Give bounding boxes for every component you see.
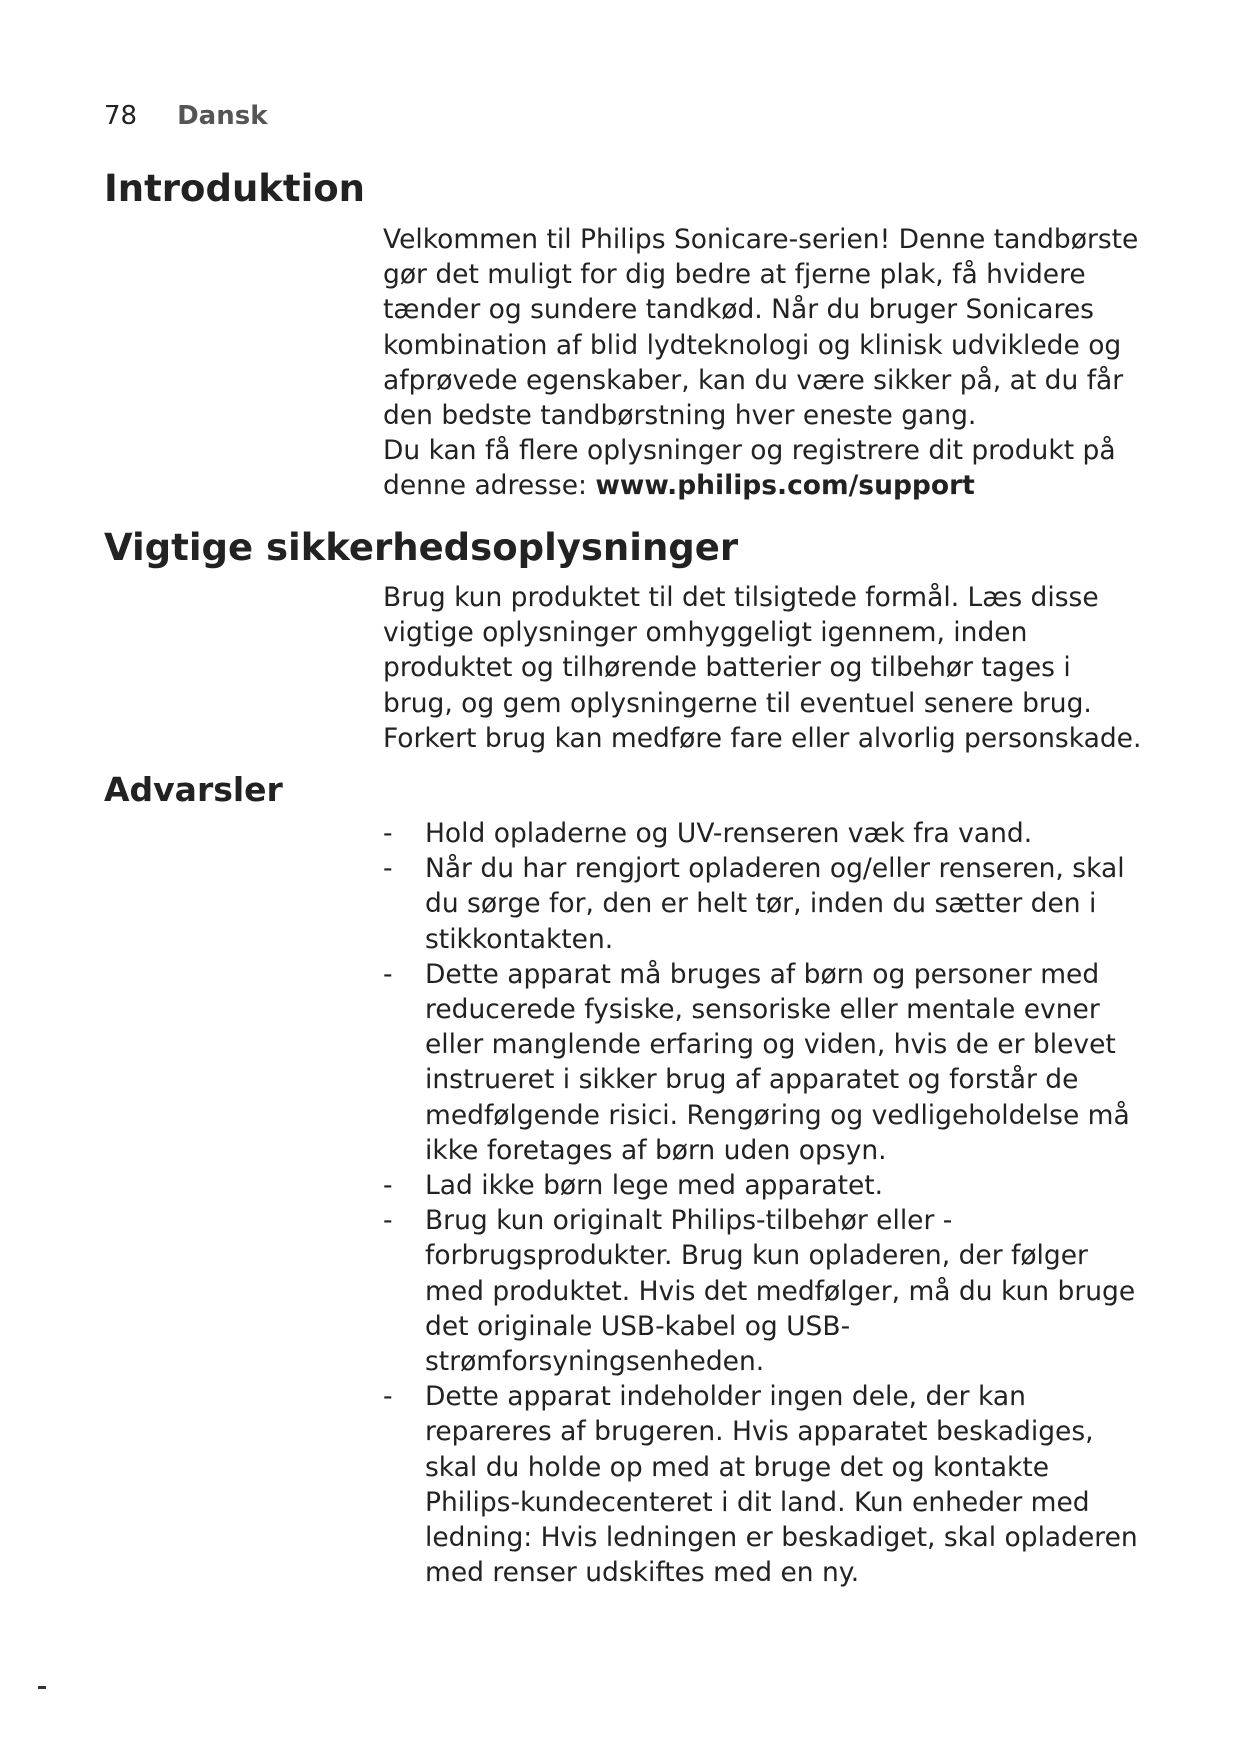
warning-item <box>383 1168 1143 1203</box>
warning-item <box>383 851 1143 957</box>
warning-text: Når du har rengjort opladeren og/eller renseren, skal du sørge for, den er helt tør, inden du sætter den i stikkontakten. <box>425 853 1125 955</box>
support-link[interactable]: www.philips.com/support <box>595 470 975 502</box>
warning-text: Hold opladerne og UV-renseren væk fra vand. <box>425 818 1033 849</box>
warning-text: Dette apparat må bruges af børn og personer med reducerede fysiske, sensoriske eller mentale evner eller manglende erfaring og viden, hvis de er blevet instrueret i sikker brug af apparatet og forstår de medfølgende risici. Rengøring og vedligeholdelse må ikke foretages af børn uden opsyn. <box>425 958 1130 1166</box>
warning-item <box>383 1379 1143 1590</box>
warnings-list <box>383 816 1143 1590</box>
warnings-body <box>383 816 1143 1590</box>
page-language: Dansk <box>177 101 268 131</box>
page-header <box>104 98 268 134</box>
bullet-dash: - <box>383 1170 393 1202</box>
bullet-dash: - <box>383 853 393 885</box>
introduction-support <box>383 433 1143 503</box>
warning-item <box>383 957 1143 1168</box>
bullet-dash: - <box>383 1205 393 1237</box>
page-number: 78 <box>104 101 138 131</box>
safety-body <box>383 580 1143 756</box>
safety-paragraph: Brug kun produktet til det tilsigtede formål. Læs disse vigtige oplysninger omhyggeligt igennem, inden produktet og tilhørende batterier og tilbehør tages i brug, og gem oplysningerne til eventuel senere brug. Forkert brug kan medføre fare eller alvorlig personskade. <box>383 582 1142 754</box>
safety-title: Vigtige sikkerhedsoplysninger <box>104 526 739 569</box>
footer-mark <box>38 1686 46 1689</box>
bullet-dash: - <box>383 818 393 849</box>
warning-text: Dette apparat indeholder ingen dele, der kan repareres af brugeren. Hvis apparatet beskadiges, skal du holde op med at bruge det og kontakte Philips-kundecenteret i dit land. Kun enheder med ledning: Hvis ledningen er beskadiget, skal opladeren med renser udskiftes med en ny. <box>425 1381 1138 1589</box>
warning-item <box>383 1203 1143 1379</box>
introduction-paragraph: Velkommen til Philips Sonicare-serien! Denne tandbørste gør det muligt for dig bedre at fjerne plak, få hvidere tænder og sundere tandkød. Når du bruger Sonicares kombination af blid lydteknologi og klinisk udviklede og afprøvede egenskaber, kan du være sikker på, at du får den bedste tandbørstning hver eneste gang. <box>383 224 1139 432</box>
support-prefix: Du kan få flere oplysninger og registrere dit produkt på denne adresse: <box>383 435 1116 502</box>
warnings-title: Advarsler <box>104 770 283 809</box>
warning-text: Brug kun originalt Philips-tilbehør eller -forbrugsprodukter. Brug kun opladeren, der følger med produktet. Hvis det medfølger, må du kun bruge det originale USB-kabel og USB-strømforsyningsenheden. <box>425 1205 1136 1378</box>
warning-item <box>383 816 1143 851</box>
introduction-body <box>383 222 1143 504</box>
introduction-title: Introduktion <box>104 167 366 210</box>
bullet-dash: - <box>383 1381 393 1413</box>
warning-text: Lad ikke børn lege med apparatet. <box>425 1170 884 1202</box>
bullet-dash: - <box>383 958 393 990</box>
